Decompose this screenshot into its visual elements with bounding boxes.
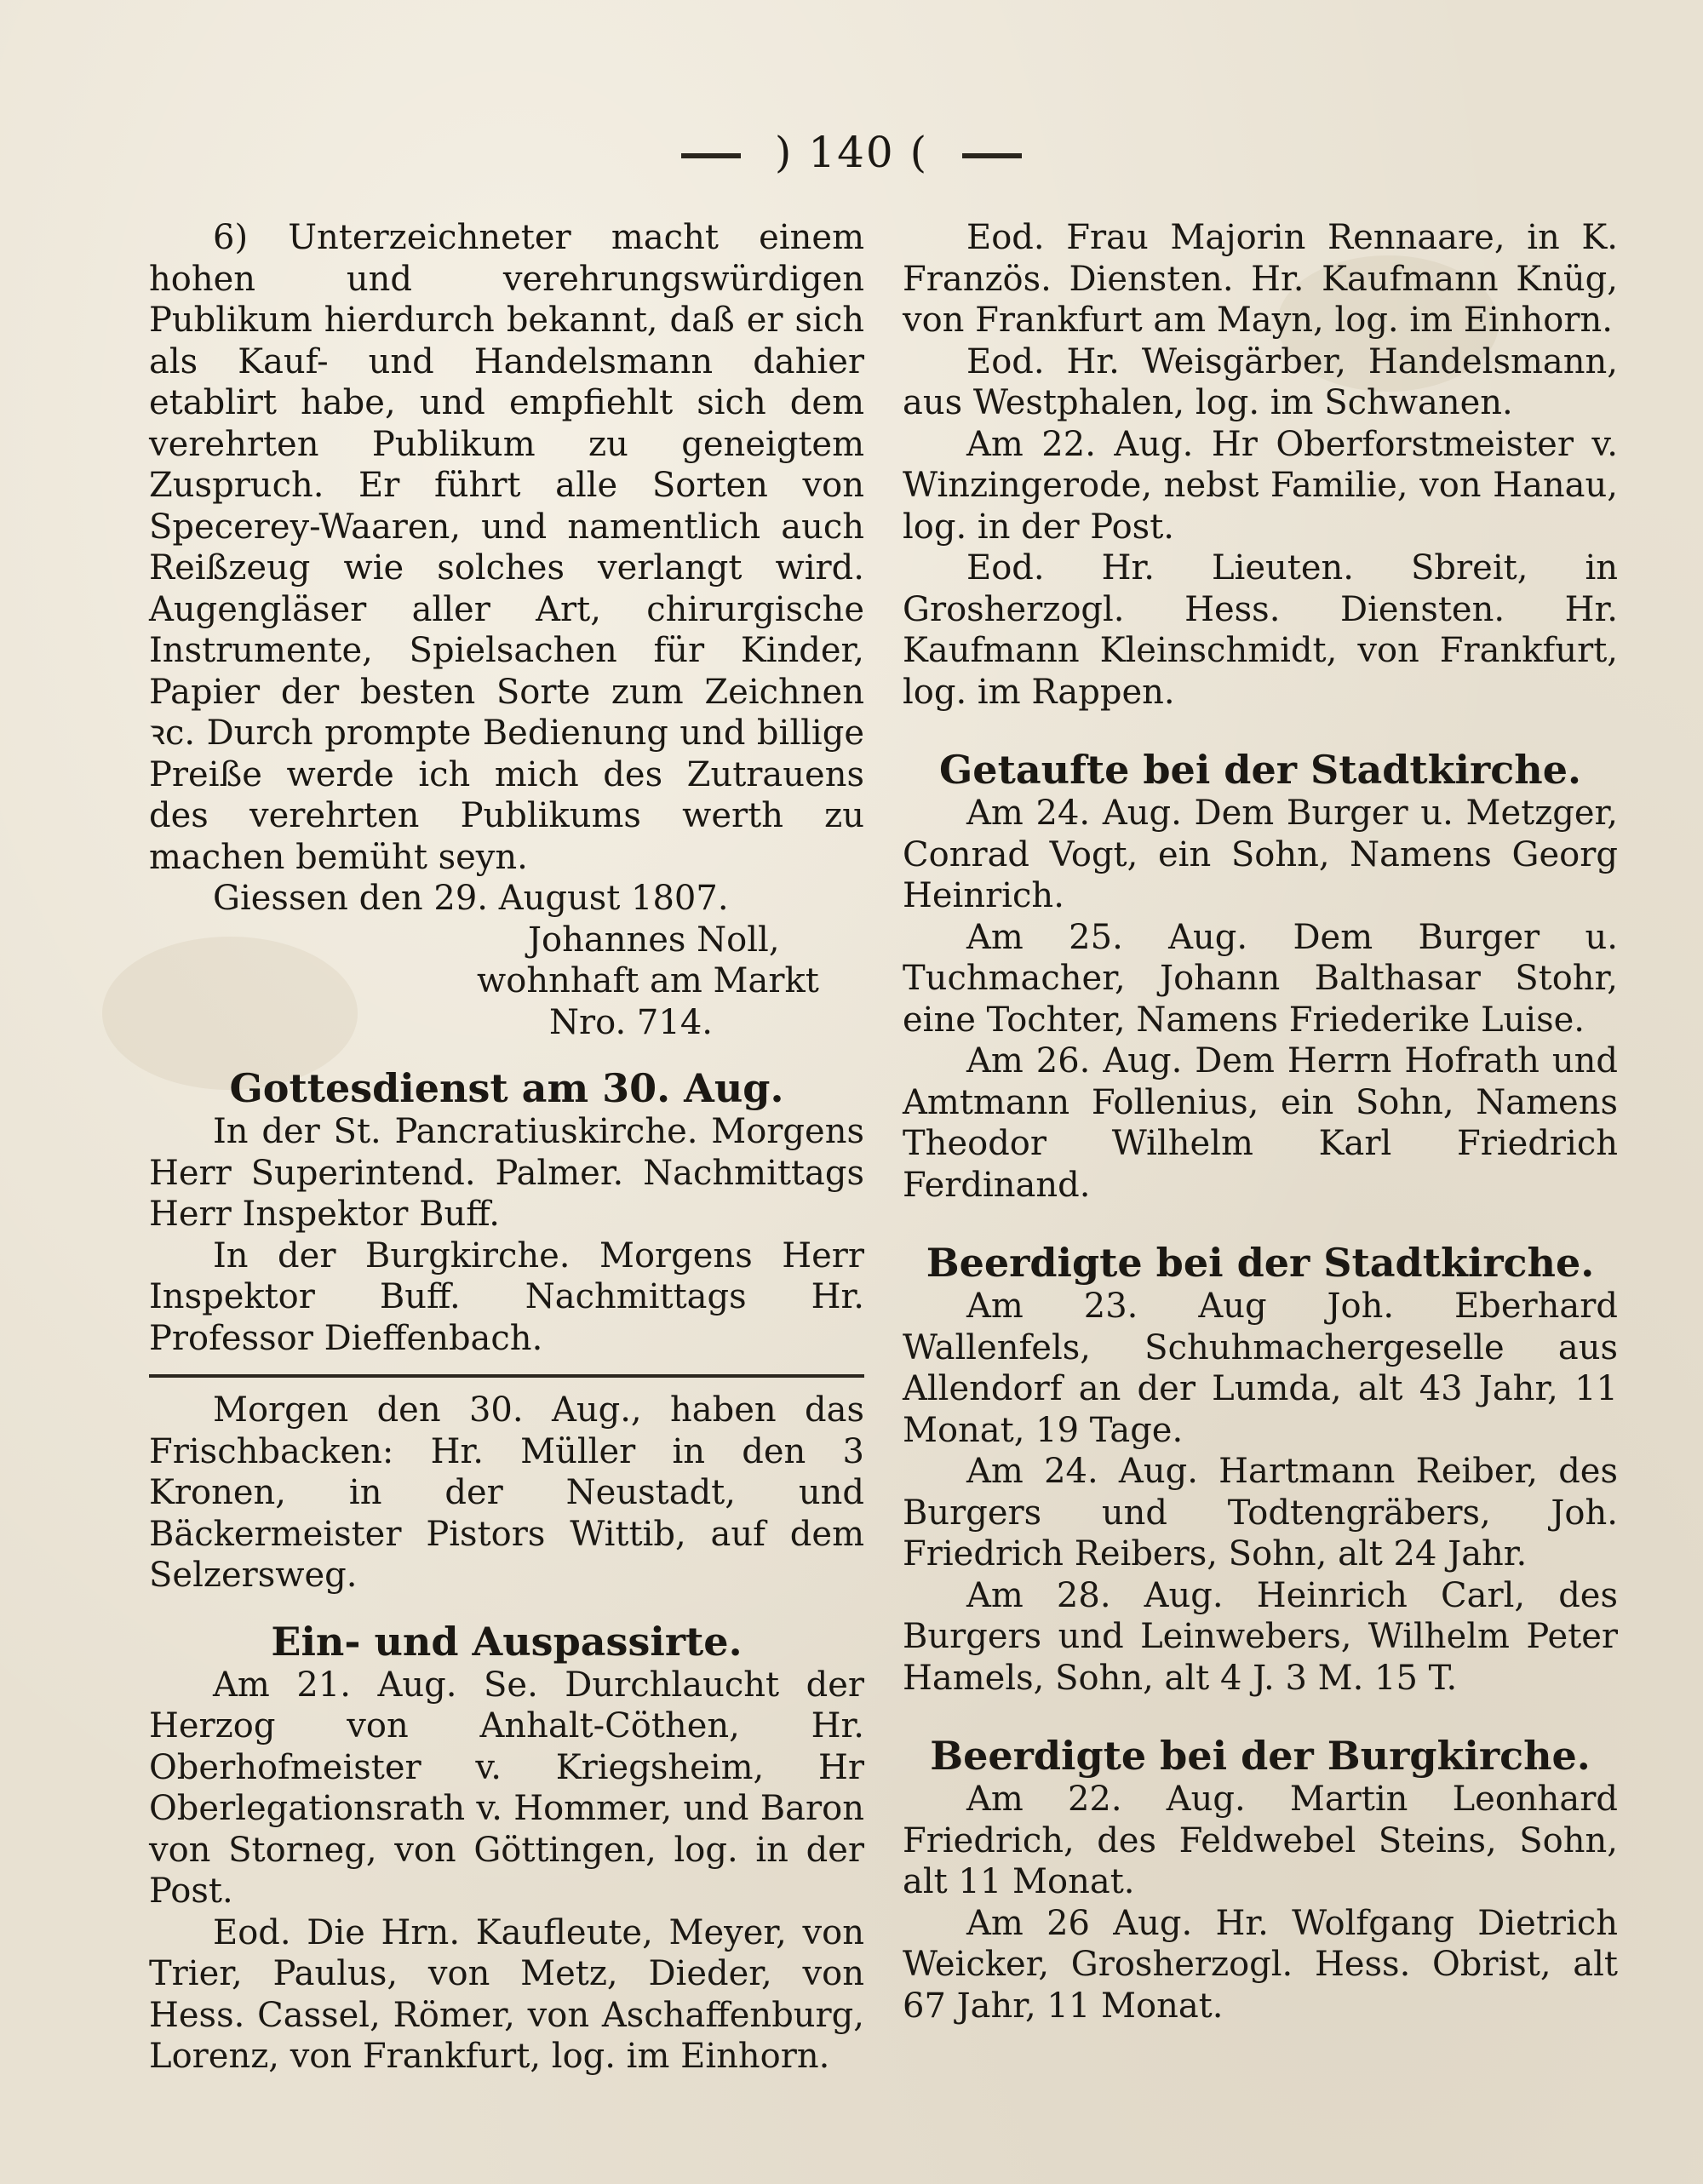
travel-entry: Am 21. Aug. Se. Durchlaucht der Herzog von Anhalt-Cöthen, Hr. Oberhofmeister v. Kriegsheim, Hr Oberlegationsrath v. Hommer, und Baron von Storneg, von Göttingen, log. in der Post. [149,1665,864,1911]
travel-entry: Eod. Hr. Lieuten. Sbreit, in Grosherzogl. Hess. Diensten. Hr. Kaufmann Kleinschmidt, von Frankfurt, log. im Rappen. [903,548,1618,712]
burial-entry: Am 26 Aug. Hr. Wolfgang Dietrich Weicker, Grosherzogl. Hess. Obrist, alt 67 Jahr, 11 Monat. [903,1903,1618,2026]
burial-entry: Am 28. Aug. Heinrich Carl, des Burgers und Leinwebers, Wilhelm Peter Hamels, Sohn, alt 4 J. 3 M. 15 T. [903,1575,1618,1698]
service-entry: In der St. Pancratiuskirche. Morgens Herr Superintend. Palmer. Nachmittags Herr Inspektor Buff. [149,1112,864,1234]
travel-entry: Eod. Hr. Weisgärber, Handelsmann, aus Westphalen, log. im Schwanen. [903,341,1618,422]
baptism-entry: Am 24. Aug. Dem Burger u. Metzger, Conrad Vogt, ein Sohn, Namens Georg Heinrich. [903,794,1618,915]
buried-city-heading: Beerdigte bei der Stadtkirche. [926,1240,1595,1286]
burial-entry: Am 22. Aug. Martin Leonhard Friedrich, des Feldwebel Steins, Sohn, alt 11 Monat. [903,1780,1618,1901]
section-divider [149,1374,864,1378]
advertisement-text: 6) Unterzeichneter macht einem hohen und verehrungswürdigen Publikum hierdurch bekannt, daß er sich als Kauf- und Handelsmann dahier etablirt habe, und empfiehlt sich dem verehrten Publikum zu geneigtem Zuspruch. Er führt alle Sorten von Specerey-Waaren, und namentlich auch Reißzeug wie solches verlangt wird. Augengläser aller Art, chirurgische Instrumente, Spielsachen für Kinder, Papier der besten Sorte zum Zeichnen ꝛc. Durch prompte Bedienung und billige Preiße werde ich mich des Zutrauens des verehrten Publikums werth zu machen bemüht seyn. [149,218,864,877]
travel-heading: Ein- und Auspassirte. [271,1618,743,1665]
header-dash-right [962,153,1022,158]
travel-entry: Am 22. Aug. Hr Oberforstmeister v. Winzingerode, nebst Familie, von Hanau, log. in der Post. [903,424,1618,547]
travel-entry: Eod. Frau Majorin Rennaare, in K. Französ. Diensten. Hr. Kaufmann Knüg, von Frankfurt am Mayn, log. im Einhorn. [903,218,1618,340]
page-number: ) 140 ( [774,128,929,177]
baptism-entry: Am 25. Aug. Dem Burger u. Tuchmacher, Johann Balthasar Stohr, eine Tochter, Namens Friederike Luise. [903,917,1618,1040]
signature-number: Nro. 714. [549,1002,713,1042]
service-entry: In der Burgkirche. Morgens Herr Inspektor Buff. Nachmittags Hr. Professor Dieffenbach. [149,1235,864,1358]
signature-name: Johannes Noll, [528,920,780,960]
buried-castle-heading: Beerdigte bei der Burgkirche. [930,1733,1591,1779]
signature-address: wohnhaft am Markt [477,961,819,1000]
baptism-entry: Am 26. Aug. Dem Herrn Hofrath und Amtmann Follenius, ein Sohn, Namens Theodor Wilhelm Karl Friedrich Ferdinand. [903,1041,1618,1205]
right-column [903,217,1618,2026]
advertisement-date: Giessen den 29. August 1807. [213,879,729,918]
burial-entry: Am 23. Aug Joh. Eberhard Wallenfels, Schuhmachergeselle aus Allendorf an der Lumda, alt 43 Jahr, 11 Monat, 19 Tage. [903,1287,1618,1450]
baptized-heading: Getaufte bei der Stadtkirche. [939,747,1581,793]
bakers-notice: Morgen den 30. Aug., haben das Frischbacken: Hr. Müller in den 3 Kronen, in der Neustadt, und Bäckermeister Pistors Wittib, auf dem Selzersweg. [149,1390,864,1595]
travel-entry: Eod. Die Hrn. Kaufleute, Meyer, von Trier, Paulus, von Metz, Dieder, von Hess. Cassel, Römer, von Aschaffenburg, Lorenz, von Frankfurt, log. im Einhorn. [149,1912,864,2076]
header-dash-left [681,153,741,158]
page-header [0,128,1703,177]
left-column [149,217,864,2078]
service-heading: Gottesdienst am 30. Aug. [229,1065,784,1111]
burial-entry: Am 24. Aug. Hartmann Reiber, des Burgers und Todtengräbers, Joh. Friedrich Reibers, Sohn, alt 24 Jahr. [903,1452,1618,1574]
